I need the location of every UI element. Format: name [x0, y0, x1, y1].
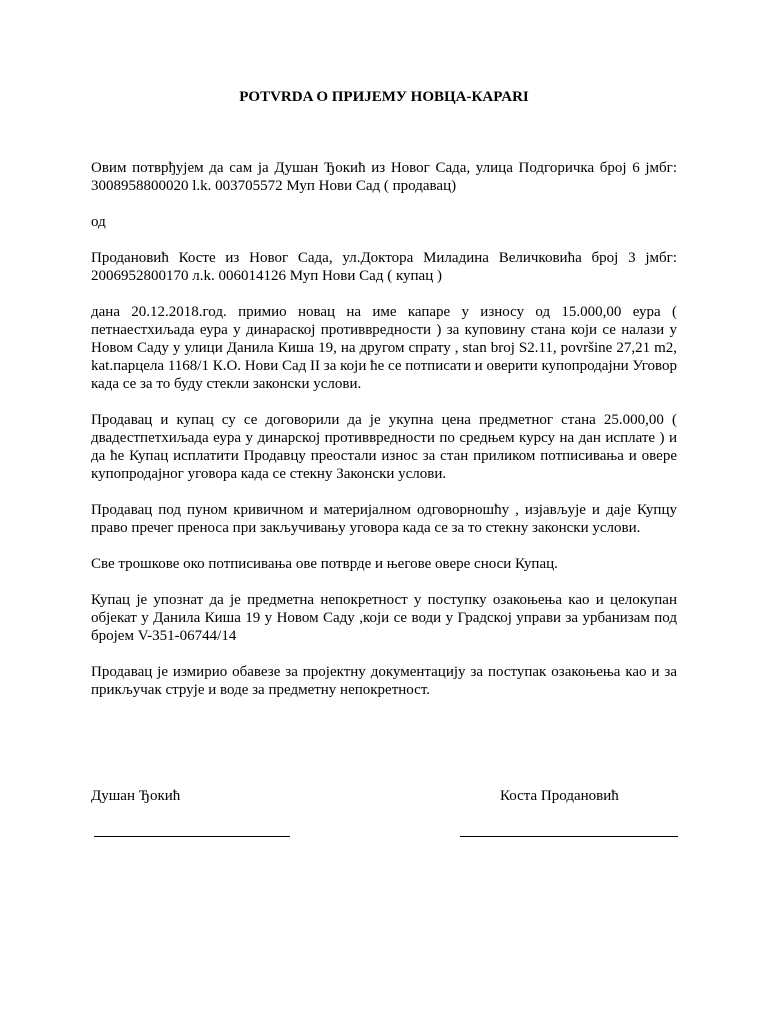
paragraph-total-price: Продавац и купац су се договорили да је укупна цена предметног стана 25.000,00 ( двадестпетхиљада еура у динарској противвредности по средњем курсу на дан исплате ) и да ће Купац исплатити Продавцу преостали износ за стан приликом потписивања и овере купопродајног уговора када се стекну Законски услови. — [91, 412, 677, 482]
buyer-signature-name: Коста Продановић — [500, 788, 619, 804]
paragraph-seller-identity: Овим потврђујем да сам ја Душан Ђокић из Новог Сада, улица Подгоричка број 6 јмбг: 3008958800020 l.k. 003705572 Муп Нови Сад ( продавац) — [91, 160, 677, 194]
paragraph-legalization: Купац је упознат да је предметна непокретност у поступку озакоњења као и целокупан објекат у Данила Киша 19 у Новом Саду ,који се води у Градској управи за урбанизам под бројем V-351-06744/14 — [91, 592, 677, 644]
paragraph-seller-statement: Продавац под пуном кривичном и материјалном одговорношћу , изјављује и даје Купцу право пречег преноса при закључивању уговора када се за то стекну законски услови. — [91, 502, 677, 536]
paragraph-obligations: Продавац је измирио обавезе за пројектну документацију за поступак озакоњења као и за прикључак струје и воде за предметну непокретност. — [91, 664, 677, 698]
paragraph-deposit-details: дана 20.12.2018.год. примио новац на име капаре у износу од 15.000,00 еура ( петнаестхиљадa еура у динараској противвредности ) за куповину стана који се налази у Новом Саду у улици Данила Киша 19, на другом спрату , stan broj S2.11, površine 27,21 m2, kat.парцела 1168/1 К.О. Нови Сад II за који ће се потписати и оверити купопродајни Уговор када се за то буду стекли законски услови. — [91, 304, 677, 392]
paragraph-buyer-identity: Продановић Косте из Новог Сада, ул.Доктора Миладина Величковића број 3 јмбг: 2006952800170 л.k. 006014126 Муп Нови Сад ( купац ) — [91, 250, 677, 284]
seller-signature-line — [94, 836, 290, 837]
document-body — [91, 159, 677, 717]
buyer-signature-line — [460, 836, 678, 837]
paragraph-costs: Све трошкове око потписивања ове потврде и његове овере сноси Купац. — [91, 556, 558, 572]
document-title: POTVRDA О ПРИЈЕМУ НОВЦА-КАPARI — [239, 89, 529, 105]
paragraph-from: од — [91, 214, 106, 230]
seller-signature-name: Душан Ђокић — [91, 788, 181, 804]
